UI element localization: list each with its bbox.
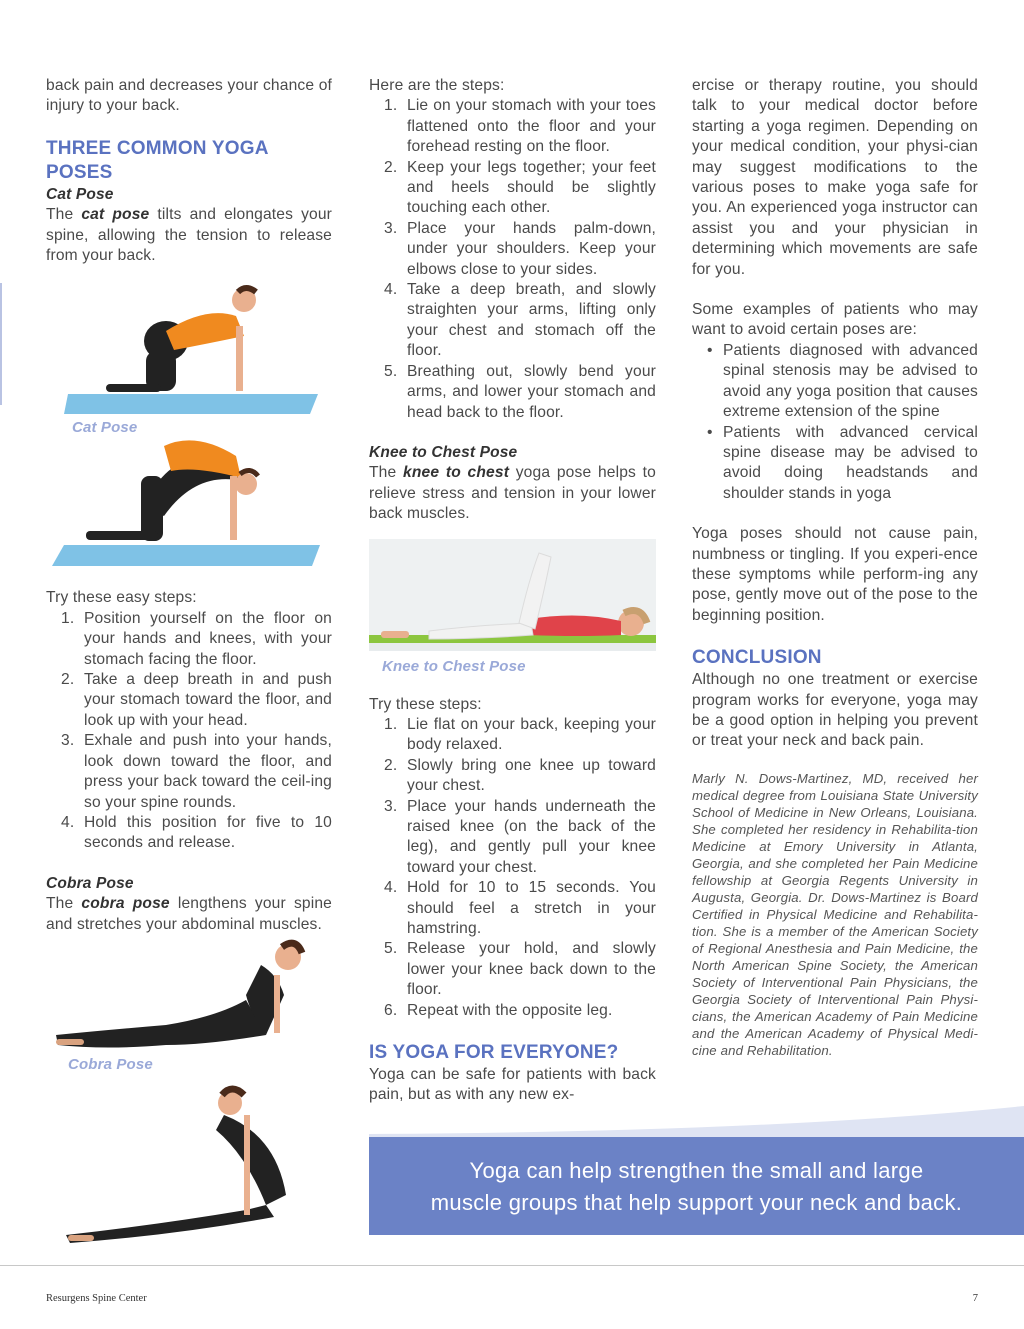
cobra-steps-list <box>369 96 656 423</box>
footer-publication: Resurgens Spine Center <box>46 1293 147 1304</box>
list-item: 4. Hold this position for five to 10 seconds and release. <box>61 813 332 852</box>
list-item: 1. Position yourself on the floor on your hands and knees, with your stomach facing the floor. <box>61 609 332 668</box>
cobra-steps-intro: Here are the steps: <box>369 77 505 94</box>
list-item: • Patients with advanced cervical spine disease may be advised to avoid doing headstands and shoulder stands in yoga <box>707 423 978 502</box>
column-2 <box>369 76 656 1106</box>
intro-text: back pain and decreases your chance of injury to your back. <box>46 77 332 115</box>
list-item: 3. Exhale and push into your hands, look down toward the floor, and press your back toward the ceil-ing so your spine rounds. <box>61 732 332 811</box>
cobra-pose-caption: Cobra Pose <box>68 1055 153 1073</box>
cat-steps-intro: Try these easy steps: <box>46 589 197 607</box>
knee-steps-list <box>369 715 656 1021</box>
pull-quote-line-1: Yoga can help strengthen the small and large <box>469 1158 924 1183</box>
knee-chest-description: The knee to chest yoga pose helps to relieve stress and tension in your lower back muscles. <box>369 464 656 523</box>
cat-pose-figure <box>46 266 332 588</box>
examples-list <box>692 341 978 504</box>
list-item: 5. Breathing out, slowly bend your arms, and lower your stomach and head back to the floor. <box>384 362 656 421</box>
list-item: 4. Take a deep breath, and slowly straighten your arms, lifting only your chest and stomach off the floor. <box>384 281 656 360</box>
cobra-pose-title: Cobra Pose <box>46 874 134 892</box>
list-item: 6. Repeat with the opposite leg. <box>384 1001 613 1019</box>
conclusion-heading: CONCLUSION <box>692 647 822 669</box>
list-item: 3. Place your hands underneath the raised knee (on the back of the leg), and gently pull your knee toward your chest. <box>384 797 656 876</box>
yoga-everyone-text: Yoga can be safe for patients with back pain, but as with any new ex- <box>369 1066 656 1104</box>
list-item: 1. Lie on your stomach with your toes flattened onto the floor and your forehead resting on the floor. <box>384 97 656 156</box>
examples-intro: Some examples of patients who may want to avoid certain poses are: <box>692 301 978 339</box>
pull-quote-line-2: muscle groups that help support your neck and back. <box>430 1190 963 1215</box>
yoga-poses-heading: THREE COMMON YOGA POSES <box>46 137 268 183</box>
knee-chest-figure <box>369 539 656 695</box>
author-bio: Marly N. Dows-Martinez, MD, received her medical degree from Louisiana State University School of Medicine in New Orleans, Louisiana. She completed her residency in Rehabilita-tion Medicine at Emory University in Atlanta, Georgia, and she completed her Pain Medicine fellowship at Georgia Regents University in Augusta, Georgia. Dr. Dows-Martinez is Board Certified in Physical Medicine and Rehabilita-tion. She is a member of the American Society of Regional Anesthesia and Pain Medicine, the North American Spine Society, the American Society of Interventional Pain Physicians, the Georgia Society of Interventional Pain Physi-cians, the American Academy of Pain Medicine and the American Academy of Physical Medi-cine and Rehabilitation. <box>692 770 978 1058</box>
cat-pose-description: The cat pose tilts and elongates your spine, allowing the tension to release from your back. <box>46 206 333 265</box>
footer-divider <box>0 1265 1024 1266</box>
list-item: 3. Place your hands palm-down, under your shoulders. Keep your elbows close to your sides. <box>384 219 656 278</box>
list-item: 2. Keep your legs together; your feet and heels should be slightly touching each other. <box>384 158 656 217</box>
edge-marker <box>0 283 2 405</box>
column-3 <box>692 76 978 1059</box>
page-number: 7 <box>972 1293 978 1304</box>
cat-pose-illustration <box>46 266 332 588</box>
knee-steps-intro: Try these steps: <box>369 695 482 713</box>
cobra-pose-description: The cobra pose lengthens your spine and stretches your abdominal muscles. <box>46 895 332 933</box>
cat-steps-list <box>46 609 332 854</box>
cobra-pose-figure <box>46 935 332 1253</box>
cat-pose-title: Cat Pose <box>46 185 114 203</box>
conclusion-text: Although no one treatment or exercise program works for everyone, yoga may be a good option in helping you prevent or treat your neck and back pain. <box>692 671 978 750</box>
list-item: • Patients diagnosed with advanced spinal stenosis may be advised to avoid any yoga position that causes extreme extension of the spine <box>707 341 978 421</box>
yoga-everyone-heading: IS YOGA FOR EVERYONE? <box>369 1042 619 1064</box>
pull-quote-banner <box>369 1137 1024 1235</box>
column-1 <box>46 76 332 1253</box>
list-item: 4. Hold for 10 to 15 seconds. You should feel a stretch in your hamstring. <box>384 879 656 937</box>
list-item: 2. Slowly bring one knee up toward your chest. <box>384 756 656 795</box>
list-item: 1. Lie flat on your back, keeping your body relaxed. <box>384 715 656 754</box>
doctor-advice-text: ercise or therapy routine, you should talk to your medical doctor before starting a yoga regimen. Depending on your medical condition, your physi-cian may suggest modifications to the various poses to make yoga safe for you. An experienced yoga instructor can assist you and your physician in determining which movements are safe for you. <box>692 77 978 278</box>
knee-chest-illustration <box>369 539 656 695</box>
callout-wave <box>369 1106 1024 1140</box>
cobra-pose-illustration <box>46 935 332 1253</box>
knee-chest-caption: Knee to Chest Pose <box>382 657 526 675</box>
knee-chest-title: Knee to Chest Pose <box>369 443 518 461</box>
cat-pose-caption: Cat Pose <box>72 419 138 437</box>
pain-warning-text: Yoga poses should not cause pain, numbness or tingling. If you experi-ence these symptoms while perform-ing any pose, gently move out of the pose to the beginning position. <box>692 525 978 624</box>
list-item: 5. Release your hold, and slowly lower your knee back down to the floor. <box>384 940 656 999</box>
list-item: 2. Take a deep breath in and push your stomach toward the floor, and look up with your head. <box>61 671 332 729</box>
